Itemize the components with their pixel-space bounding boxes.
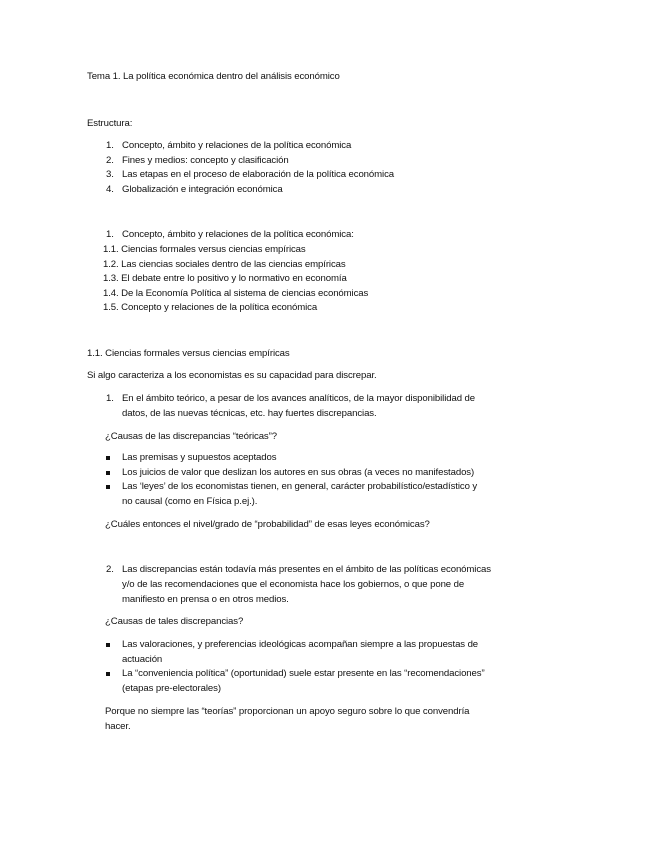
paragraph-line: En el ámbito teórico, a pesar de los avances analíticos, de la mayor disponibilidad de (122, 393, 475, 404)
bullet-item-continuation: (etapas pre-electorales) (122, 683, 221, 694)
question: ¿Cuáles entonces el nivel/grado de “probabilidad” de esas leyes económicas? (105, 519, 430, 530)
list-item-number: 3. (106, 169, 114, 180)
list-item-number: 4. (106, 184, 114, 195)
outline-item: 1.5. Concepto y relaciones de la política económica (103, 302, 318, 313)
outline-item: 1.1. Ciencias formales versus ciencias empíricas (103, 244, 306, 255)
question: ¿Causas de tales discrepancias? (105, 616, 244, 627)
question: ¿Causas de las discrepancias “teóricas”? (105, 431, 277, 442)
bullet-item: Las valoraciones, y preferencias ideológicas acompañan siempre a las propuestas de (122, 639, 479, 650)
paragraph-line: y/o de las recomendaciones que el economista hace los gobiernos, o que pone de (122, 579, 465, 590)
bullet-icon (106, 471, 110, 475)
paragraph-line: datos, de las nuevas técnicas, etc. hay fuertes discrepancias. (122, 408, 377, 419)
section-heading: Concepto, ámbito y relaciones de la política económica: (122, 229, 354, 240)
paragraph-line: Las discrepancias están todavía más presentes en el ámbito de las políticas económicas (122, 564, 491, 575)
bullet-icon (106, 643, 110, 647)
subsection-heading: 1.1. Ciencias formales versus ciencias empíricas (87, 348, 290, 359)
outline-item: 1.3. El debate entre lo positivo y lo normativo en economía (103, 273, 347, 284)
paragraph-line: manifiesto en prensa o en otros medios. (122, 594, 289, 605)
list-item-number: 2. (106, 155, 114, 166)
bullet-item-continuation: no causal (como en Física p.ej.). (122, 496, 258, 507)
bullet-icon (106, 456, 110, 460)
section-number: 1. (106, 229, 114, 240)
bullet-icon (106, 672, 110, 676)
outline-item: 1.2. Las ciencias sociales dentro de las ciencias empíricas (103, 259, 346, 270)
bullet-item: Las ‘leyes’ de los economistas tienen, en general, carácter probabilístico/estadístico y (122, 481, 478, 492)
bullet-item: Los juicios de valor que deslizan los autores en sus obras (a veces no manifestados) (122, 467, 475, 478)
list-item: Fines y medios: concepto y clasificación (122, 155, 289, 166)
paragraph-line: Porque no siempre las “teorías” proporcionan un apoyo seguro sobre lo que convendría (105, 706, 470, 717)
list-item: Concepto, ámbito y relaciones de la política económica (122, 140, 352, 151)
list-item-number: 1. (106, 140, 114, 151)
bullet-item: Las premisas y supuestos aceptados (122, 452, 277, 463)
bullet-item: La “conveniencia política” (oportunidad) suele estar presente en las “recomendaciones” (122, 668, 485, 679)
outline-item: 1.4. De la Economía Política al sistema de ciencias económicas (103, 288, 369, 299)
point-number: 2. (106, 564, 114, 575)
paragraph-line: hacer. (105, 721, 131, 732)
bullet-icon (106, 485, 110, 489)
page-title: Tema 1. La política económica dentro del análisis económico (87, 71, 340, 82)
list-item: Globalización e integración económica (122, 184, 283, 195)
bullet-item-continuation: actuación (122, 654, 163, 665)
list-item: Las etapas en el proceso de elaboración de la política económica (122, 169, 395, 180)
point-number: 1. (106, 393, 114, 404)
estructura-heading: Estructura: (87, 118, 133, 129)
intro-paragraph: Si algo caracteriza a los economistas es su capacidad para discrepar. (87, 370, 377, 381)
